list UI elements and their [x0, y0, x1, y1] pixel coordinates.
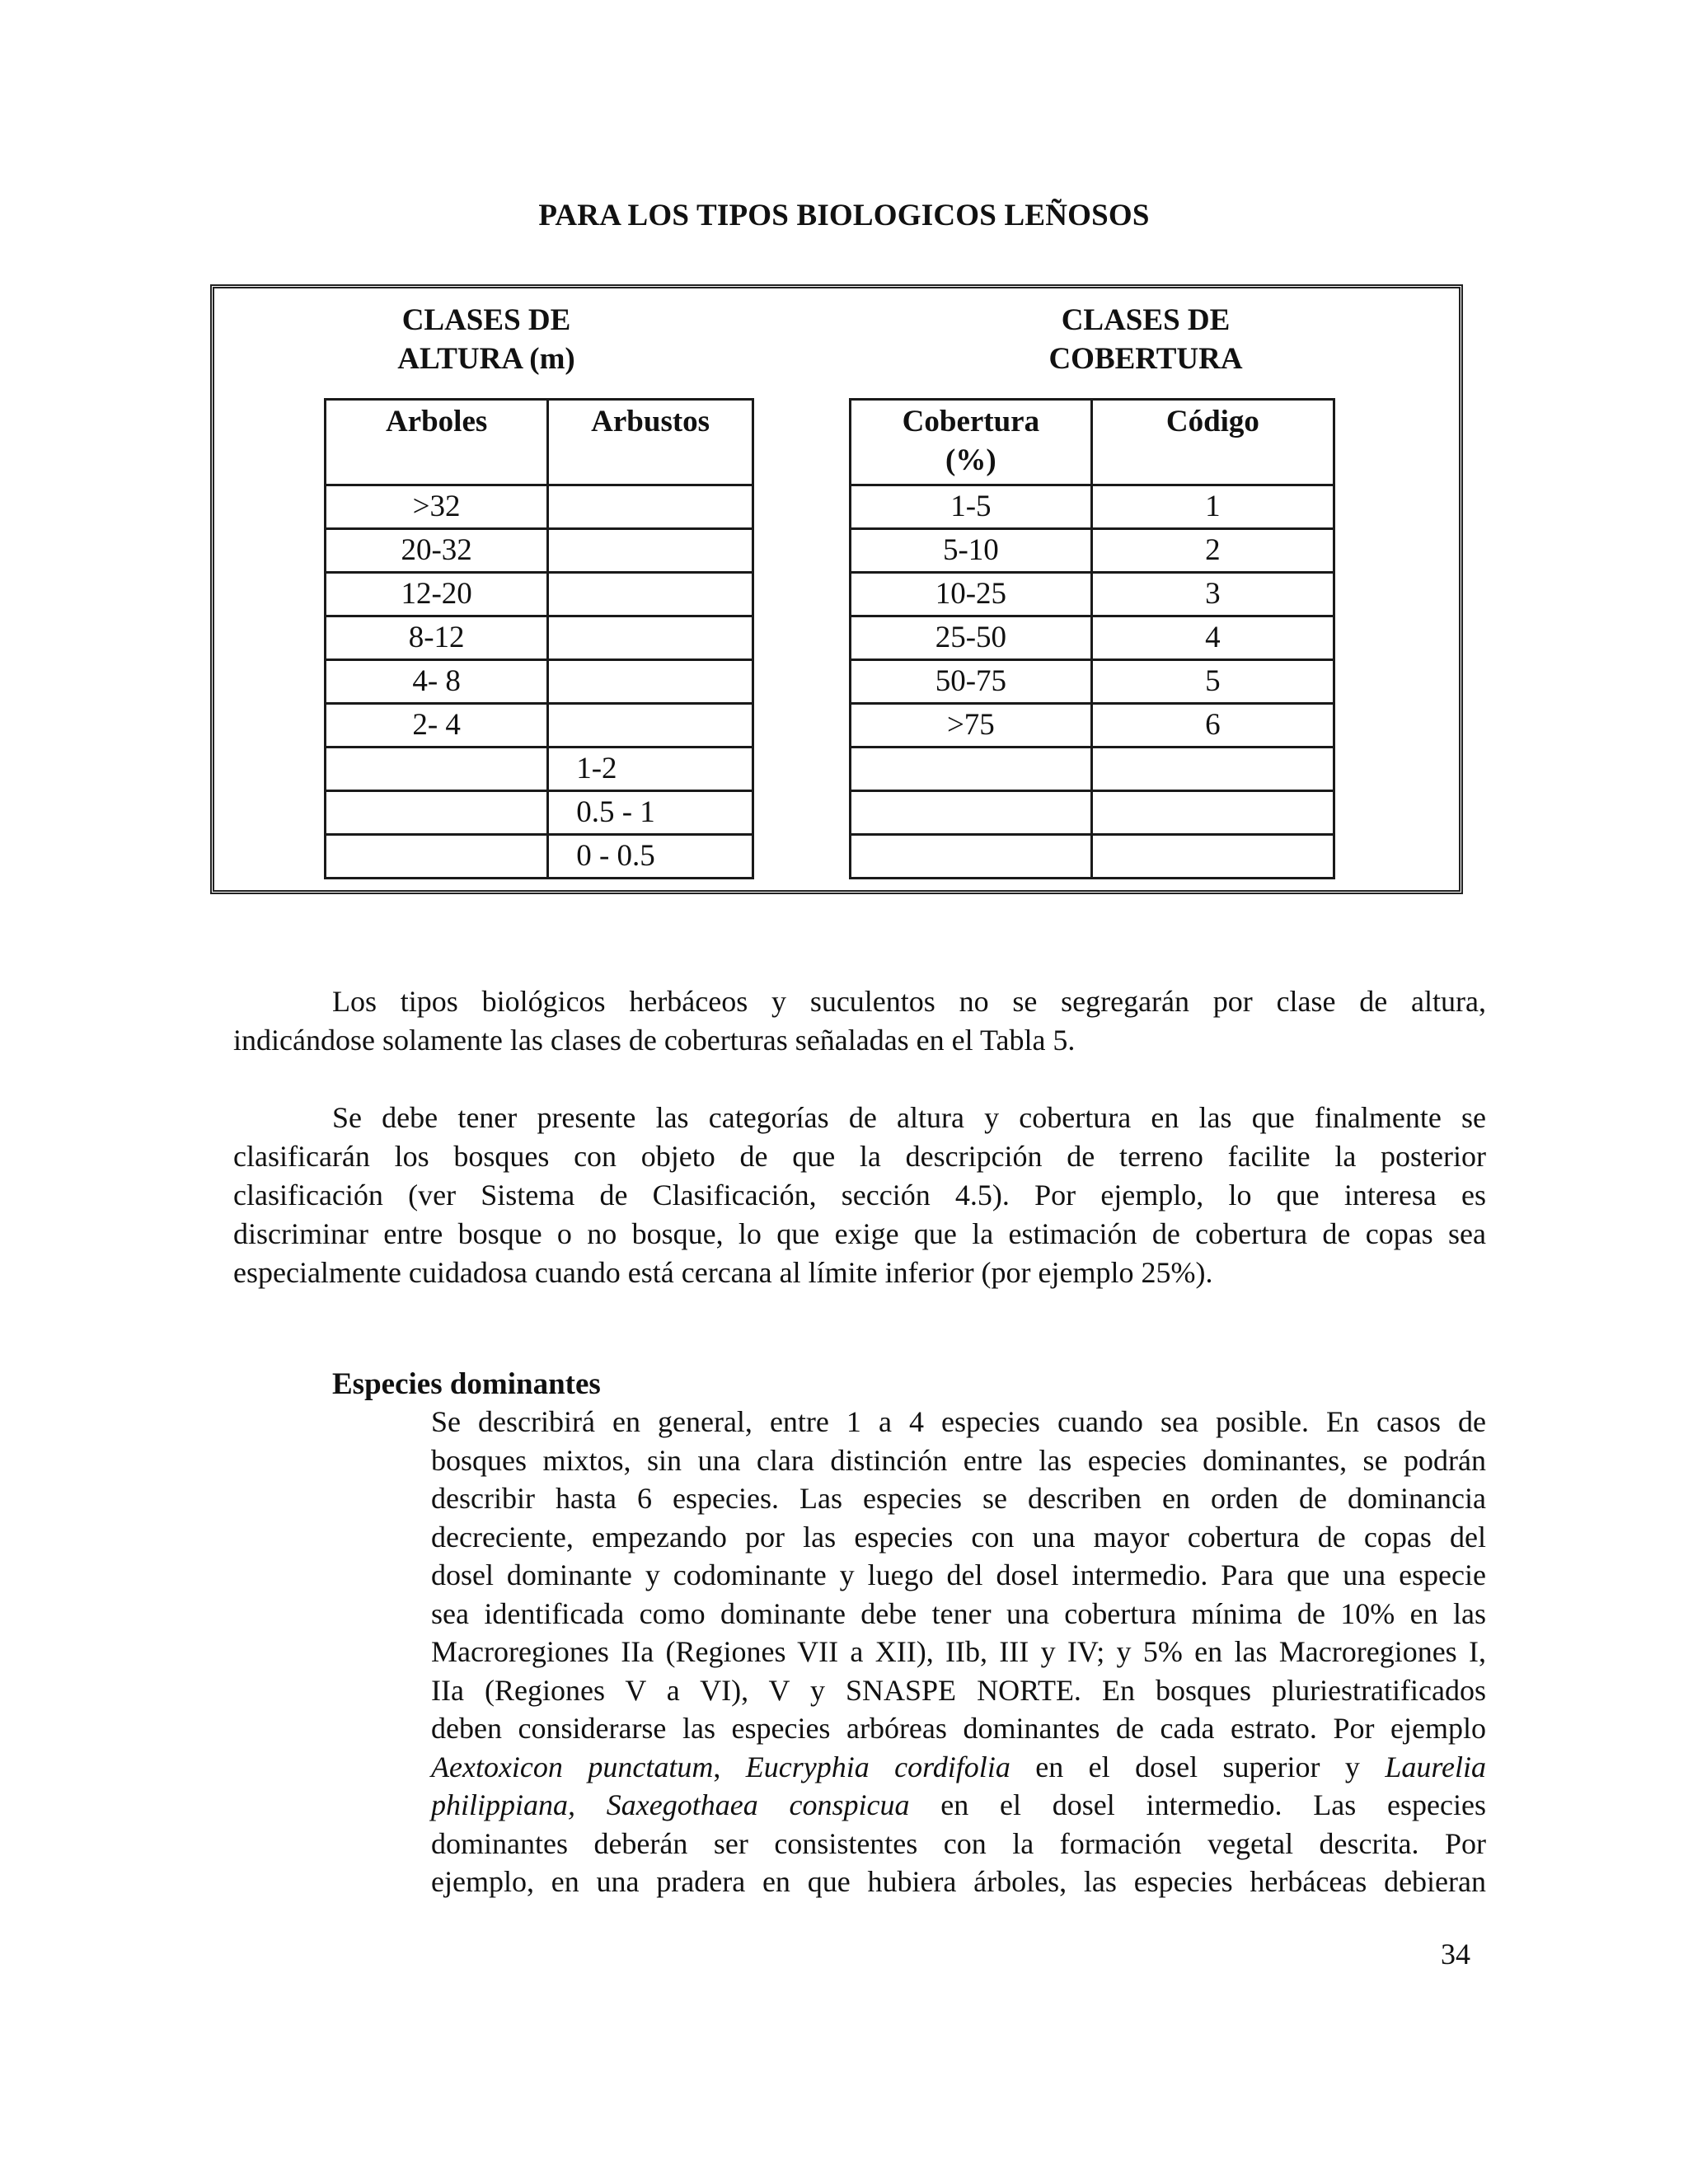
arboles-cell: 20-32	[326, 529, 548, 573]
arbustos-cell: 0 - 0.5	[548, 835, 753, 879]
arboles-cell: 4- 8	[326, 660, 548, 704]
table-row	[851, 791, 1334, 835]
table-row	[851, 485, 1334, 529]
section-line: sea identificada como dominante debe tener una cobertura mínima de 10% en las	[431, 1596, 1486, 1630]
column-header-cobertura: Cobertura (%)	[851, 400, 1092, 485]
paragraph-line: discriminar entre bosque o no bosque, lo que exige que la estimación de cobertura de copas sea	[233, 1217, 1486, 1250]
cobertura-cell: 25-50	[851, 616, 1092, 660]
section-line: dosel dominante y codominante y luego del dosel intermedio. Para que una especie	[431, 1558, 1486, 1591]
cover-classes-table	[849, 398, 1335, 879]
species-name: Eucryphia cordifolia	[745, 1750, 1010, 1783]
section-line: Macroregiones IIa (Regiones VII a XII), IIb, III y IV; y 5% en las Macroregiones I,	[431, 1635, 1486, 1668]
arboles-cell	[326, 835, 548, 879]
classes-table-frame	[210, 284, 1463, 894]
arboles-cell: >32	[326, 485, 548, 529]
table-row	[326, 660, 753, 704]
paragraph-categories	[233, 1099, 1486, 1292]
paragraph-herbaceous	[233, 982, 1486, 1060]
separator: ,	[713, 1750, 746, 1783]
height-header-row	[326, 400, 753, 485]
arboles-cell: 8-12	[326, 616, 548, 660]
table-row	[851, 835, 1334, 879]
height-classes-table	[324, 398, 754, 879]
paragraph-line: especialmente cuidadosa cuando está cercana al límite inferior (por ejemplo 25%).	[233, 1256, 1213, 1289]
cobertura-cell	[851, 791, 1092, 835]
section-text: en el dosel superior y	[1010, 1750, 1386, 1783]
paragraph-line: clasificarán los bosques con objeto de que la descripción de terreno facilite la posterior	[233, 1140, 1486, 1173]
codigo-cell	[1091, 791, 1334, 835]
arboles-cell: 12-20	[326, 573, 548, 616]
section-line-species-upper	[431, 1748, 1486, 1787]
section-line-species-intermediate	[431, 1786, 1486, 1825]
table-row	[326, 616, 753, 660]
table-row	[326, 748, 753, 791]
section-line: deben considerarse las especies arbóreas dominantes de cada estrato. Por ejemplo	[431, 1712, 1486, 1745]
height-classes-heading: CLASES DE ALTURA (m)	[397, 303, 575, 376]
cobertura-cell	[851, 835, 1092, 879]
paragraph-line: indicándose solamente las clases de coberturas señaladas en el Tabla 5.	[233, 1024, 1076, 1057]
table-row	[851, 616, 1334, 660]
codigo-cell	[1091, 748, 1334, 791]
codigo-cell: 3	[1091, 573, 1334, 616]
codigo-cell	[1091, 835, 1334, 879]
table-row	[851, 704, 1334, 748]
table-row	[326, 704, 753, 748]
page-title: PARA LOS TIPOS BIOLOGICOS LEÑOSOS	[538, 199, 1150, 232]
section-line: dominantes deberán ser consistentes con la formación vegetal descrita. Por	[431, 1826, 1486, 1860]
page-number: 34	[1441, 1938, 1470, 1971]
section-line: decreciente, empezando por las especies con una mayor cobertura de copas del	[431, 1520, 1486, 1554]
codigo-cell: 5	[1091, 660, 1334, 704]
paragraph-line: Los tipos biológicos herbáceos y suculentos no se segregarán por clase de altura,	[332, 985, 1486, 1018]
species-name: philippiana, Saxegothaea conspicua	[431, 1788, 910, 1821]
arboles-cell	[326, 748, 548, 791]
arbustos-cell	[548, 485, 753, 529]
codigo-cell: 6	[1091, 704, 1334, 748]
cobertura-cell: >75	[851, 704, 1092, 748]
paragraph-line: Se debe tener presente las categorías de altura y cobertura en las que finalmente se	[332, 1101, 1486, 1134]
section-line: bosques mixtos, sin una clara distinción entre las especies dominantes, se podrán	[431, 1443, 1486, 1477]
section-line: IIa (Regiones V a VI), V y SNASPE NORTE. En bosques pluriestratificados	[431, 1673, 1486, 1707]
codigo-cell: 2	[1091, 529, 1334, 573]
codigo-cell: 4	[1091, 616, 1334, 660]
cover-classes-heading: CLASES DE COBERTURA	[1048, 303, 1243, 376]
column-header-arboles: Arboles	[326, 400, 548, 485]
table-row	[851, 573, 1334, 616]
table-row	[851, 660, 1334, 704]
section-line: describir hasta 6 especies. Las especies se describen en orden de dominancia	[431, 1482, 1486, 1515]
section-line: Se describirá en general, entre 1 a 4 especies cuando sea posible. En casos de	[431, 1405, 1486, 1438]
table-row	[326, 573, 753, 616]
section-body-especies-dominantes	[431, 1403, 1486, 1901]
cobertura-cell: 10-25	[851, 573, 1092, 616]
table-row	[326, 835, 753, 879]
cobertura-cell: 50-75	[851, 660, 1092, 704]
table-row	[851, 748, 1334, 791]
arbustos-cell: 0.5 - 1	[548, 791, 753, 835]
species-name: Aextoxicon punctatum	[431, 1750, 714, 1783]
section-line: ejemplo, en una pradera en que hubiera árboles, las especies herbáceas debieran	[431, 1865, 1486, 1898]
column-header-codigo: Código	[1091, 400, 1334, 485]
arboles-cell	[326, 791, 548, 835]
cobertura-cell: 1-5	[851, 485, 1092, 529]
paragraph-line: clasificación (ver Sistema de Clasificación, sección 4.5). Por ejemplo, lo que interesa es	[233, 1179, 1486, 1212]
arbustos-cell	[548, 704, 753, 748]
cover-header-row	[851, 400, 1334, 485]
section-heading-especies-dominantes: Especies dominantes	[332, 1367, 601, 1401]
arboles-cell: 2- 4	[326, 704, 548, 748]
arbustos-cell	[548, 660, 753, 704]
species-name: Laurelia	[1385, 1750, 1487, 1783]
arbustos-cell	[548, 616, 753, 660]
codigo-cell: 1	[1091, 485, 1334, 529]
table-row	[326, 791, 753, 835]
table-row	[326, 485, 753, 529]
table-row	[326, 529, 753, 573]
arbustos-cell	[548, 573, 753, 616]
table-row	[851, 529, 1334, 573]
cobertura-cell	[851, 748, 1092, 791]
section-text: en el dosel intermedio. Las especies	[909, 1788, 1486, 1821]
column-header-arbustos: Arbustos	[548, 400, 753, 485]
arbustos-cell	[548, 529, 753, 573]
cobertura-cell: 5-10	[851, 529, 1092, 573]
arbustos-cell: 1-2	[548, 748, 753, 791]
